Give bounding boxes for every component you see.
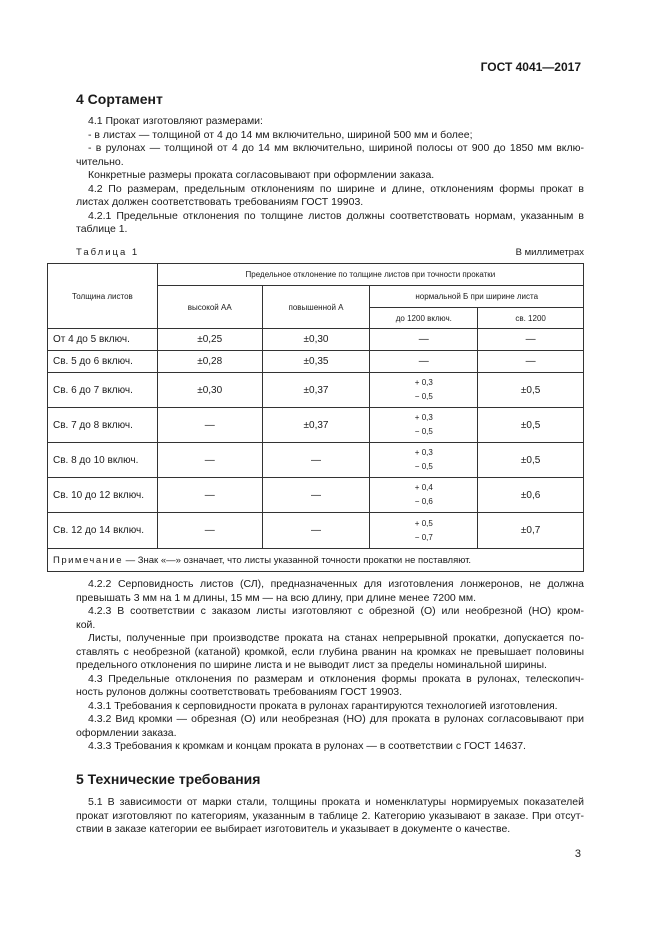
minus-tolerance: − 0,5 (414, 392, 433, 401)
tolerance-table (47, 263, 584, 572)
cell-a: — (262, 513, 370, 549)
table-row (48, 373, 584, 408)
plus-tolerance: + 0,3 (414, 448, 433, 457)
paragraph: листах должен соответствовать требованиям ГОСТ 19903. (76, 196, 364, 208)
cell-a: ±0,37 (262, 373, 370, 408)
cell-a: ±0,35 (262, 351, 370, 373)
paragraph: Листы, полученные при производстве проката на станах непрерывной прокатки, допускается по- (88, 632, 584, 644)
section-5-text (76, 796, 584, 837)
cell-b2: ±0,5 (478, 373, 584, 408)
document-header: ГОСТ 4041—2017 (480, 60, 581, 74)
cell-thickness: Св. 12 до 14 включ. (48, 513, 158, 549)
cell-a: — (262, 478, 370, 513)
table-row (48, 513, 584, 549)
cell-aa: — (157, 408, 262, 443)
minus-tolerance: − 0,7 (414, 532, 433, 542)
header-high-aa: высокой АА (157, 286, 262, 329)
plus-tolerance: + 0,5 (414, 518, 433, 528)
table-units: В миллиметрах (515, 247, 584, 258)
paragraph: предельного отклонения по ширине листа и не выводит лист за пределы номинальной ширины. (76, 659, 547, 671)
paragraph: 4.3.3 Требования к кромкам и концам проката в рулонах — в соответствии с ГОСТ 14637. (88, 740, 526, 752)
cell-b1 (370, 513, 478, 549)
minus-tolerance: − 0,5 (414, 427, 433, 436)
paragraph: таблице 1. (76, 223, 128, 235)
paragraph: ставлять с необрезной (катаной) кромкой, если глубина рванин на кромках не превышает половины (76, 645, 584, 658)
header-increased-a: повышенной А (262, 286, 370, 329)
paragraph: ствии в заказе категории ее выбирает изготовитель и указывает в документе о качестве. (76, 823, 511, 835)
cell-a: ±0,30 (262, 329, 370, 351)
cell-thickness: Св. 8 до 10 включ. (48, 443, 158, 478)
plus-tolerance: + 0,3 (414, 413, 433, 422)
section-5-title: 5 Технические требования (76, 771, 261, 787)
paragraph: 4.2 По размерам, предельным отклонениям по ширине и длине, отклонениям формы прокат в (88, 182, 584, 195)
cell-aa: ±0,25 (157, 329, 262, 351)
minus-tolerance: − 0,5 (414, 462, 433, 471)
paragraph: превышать 3 мм на 1 м длины, 15 мм — на всю длину, при длине менее 7200 мм. (76, 591, 477, 604)
cell-b2: ±0,7 (478, 513, 584, 549)
cell-b1 (370, 443, 478, 478)
paragraph: 4.3.2 Вид кромки — обрезная (О) или необрезная (НО) для проката в рулонах согласовывают при (88, 713, 584, 725)
section-4-text-continued (76, 578, 584, 754)
table-row (48, 329, 584, 351)
header-normal-b: нормальной Б при ширине листа (370, 286, 584, 308)
header-tolerance: Предельное отклонение по толщине листов при точности прокатки (157, 264, 583, 286)
section-4-title: 4 Сортамент (76, 91, 163, 107)
cell-b2: ±0,5 (478, 443, 584, 478)
paragraph: 4.2.1 Предельные отклонения по толщине листов должны соответствовать нормам, указанным в (88, 209, 584, 222)
header-b-upto-1200: до 1200 включ. (370, 308, 478, 329)
table-caption (76, 247, 584, 258)
paragraph: оформлении заказа. (76, 726, 177, 739)
table-row (48, 351, 584, 373)
plus-tolerance: + 0,4 (414, 483, 433, 492)
paragraph: 4.2.3 В соответствии с заказом листы изготовляют с обрезной (О) или необрезной (НО) кром- (88, 605, 584, 617)
header-b-over-1200: св. 1200 (478, 308, 584, 329)
cell-thickness: Св. 5 до 6 включ. (48, 351, 158, 373)
paragraph: кой. (76, 618, 96, 631)
cell-aa: — (157, 478, 262, 513)
cell-b1: — (370, 329, 478, 351)
plus-tolerance: + 0,3 (414, 378, 433, 387)
table-row (48, 408, 584, 443)
paragraph: 4.3 Предельные отклонения по размерам и отклонения формы проката в рулонах, телескопич- (88, 672, 584, 685)
cell-b2: — (478, 329, 584, 351)
cell-aa: ±0,30 (157, 373, 262, 408)
cell-b2: ±0,5 (478, 408, 584, 443)
cell-b2: ±0,6 (478, 478, 584, 513)
paragraph: 4.2.2 Серповидность листов (СЛ), предназначенных для изготовления лонжеронов, не должна (88, 578, 584, 590)
note-text: — Знак «—» означает, что листы указанной точности прокатки не поставляют. (123, 554, 472, 566)
cell-thickness: Св. 6 до 7 включ. (48, 373, 158, 408)
paragraph: 5.1 В зависимости от марки стали, толщины проката и номенклатуры нормируемых показателей (88, 796, 584, 808)
section-4-text (76, 115, 584, 237)
cell-a: — (262, 443, 370, 478)
cell-aa: — (157, 513, 262, 549)
table-title: Таблица 1 (76, 247, 140, 258)
note-label: Примечание (53, 554, 123, 566)
cell-thickness: Св. 7 до 8 включ. (48, 408, 158, 443)
table-row (48, 478, 584, 513)
paragraph: ность рулонов должны соответствовать требованиям ГОСТ 19903. (76, 686, 403, 698)
cell-aa: — (157, 443, 262, 478)
paragraph: чительно. (76, 155, 124, 168)
cell-thickness: От 4 до 5 включ. (48, 329, 158, 351)
table-row (48, 443, 584, 478)
minus-tolerance: − 0,6 (414, 497, 433, 506)
paragraph: - в рулонах — толщиной от 4 до 14 мм включительно, шириной полосы от 900 до 1850 мм вклю- (88, 142, 584, 154)
paragraph: - в листах — толщиной от 4 до 14 мм включительно, шириной 500 мм и более; (88, 128, 473, 141)
cell-thickness: Св. 10 до 12 включ. (48, 478, 158, 513)
paragraph: Конкретные размеры проката согласовывают при оформлении заказа. (88, 169, 435, 181)
paragraph: 4.1 Прокат изготовляют размерами: (88, 115, 263, 127)
cell-b1 (370, 478, 478, 513)
cell-a: ±0,37 (262, 408, 370, 443)
page-number: 3 (574, 848, 581, 860)
cell-b1 (370, 408, 478, 443)
cell-b1: — (370, 351, 478, 373)
table-note (48, 549, 584, 572)
paragraph: 4.3.1 Требования к серповидности проката в рулонах гарантируются технологией изготовления. (88, 699, 558, 712)
header-thickness: Толщина листов (48, 264, 158, 329)
cell-aa: ±0,28 (157, 351, 262, 373)
paragraph: прокат изготовляют по категориям, указанным в таблице 2. Категорию указывают в заказе. При отсут- (76, 809, 584, 822)
cell-b1 (370, 373, 478, 408)
cell-b2: — (478, 351, 584, 373)
